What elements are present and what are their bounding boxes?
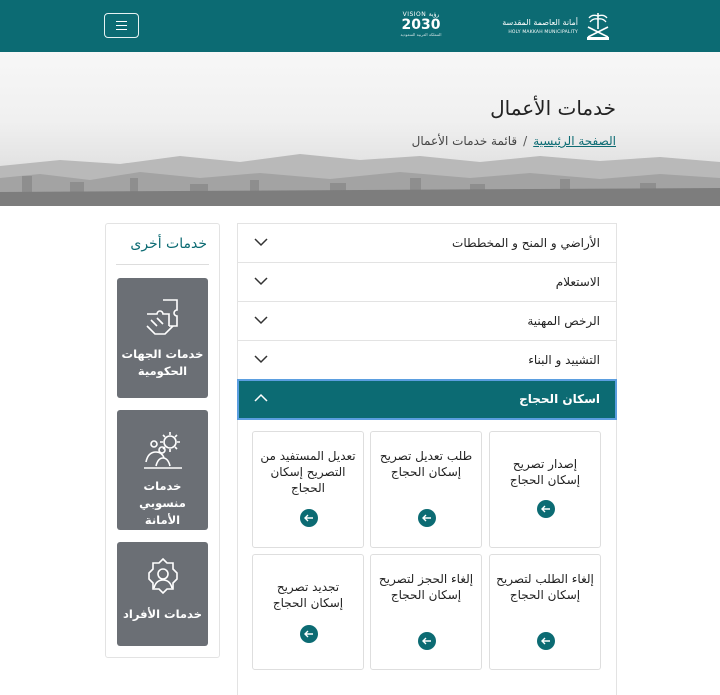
service-card-label: تجديد تصريح إسكان الحجاج: [272, 580, 344, 610]
page-hero-banner: [0, 52, 720, 206]
employee-gears-icon: [140, 428, 186, 472]
sidebar-item-label: خدمات الأفراد: [123, 607, 202, 621]
sidebar-item-label: خدمات الجهات الحكومية: [121, 347, 204, 378]
sidebar-item-government-services[interactable]: [117, 278, 208, 398]
breadcrumb-current: قائمة خدمات الأعمال: [411, 134, 518, 148]
accordion-section-construction[interactable]: [238, 341, 616, 380]
service-card-label: طلب تعديل تصريح إسكان الحجاج: [379, 449, 473, 479]
service-card-cancel-booking[interactable]: [370, 554, 482, 670]
breadcrumb-separator: /: [523, 134, 528, 148]
vision-2030-logo: [398, 11, 444, 43]
chevron-down-icon: [254, 354, 268, 364]
sidebar-title: خدمات أخرى: [130, 236, 207, 252]
service-card-label: إلغاء الطلب لتصريح إسكان الحجاج: [496, 572, 594, 602]
chevron-down-icon: [254, 237, 268, 247]
sidebar-divider: [116, 264, 209, 265]
top-navigation-bar: [0, 0, 720, 52]
arrow-left-icon[interactable]: [537, 500, 555, 518]
page-title: خدمات الأعمال: [490, 96, 616, 120]
service-card-label: إصدار تصريح إسكان الحجاج: [509, 457, 581, 487]
sidebar-item-employee-services[interactable]: [117, 410, 208, 530]
accordion-section-inquiry[interactable]: [238, 263, 616, 302]
logo-english-text: HOLY MAKKAH MUNICIPALITY: [508, 30, 578, 35]
accordion-section-label: الاستعلام: [555, 275, 600, 289]
arrow-left-icon[interactable]: [418, 509, 436, 527]
accordion-section-label: التشييد و البناء: [528, 353, 600, 367]
chevron-down-icon: [254, 315, 268, 325]
accordion-section-label: اسكان الحجاج: [519, 392, 600, 406]
service-card-label: إلغاء الحجز لتصريح إسكان الحجاج: [378, 572, 474, 602]
service-card-cancel-request[interactable]: [489, 554, 601, 670]
service-card-modify-beneficiary[interactable]: [252, 431, 364, 548]
service-card-label: تعديل المستفيد من التصريح إسكان الحجاج: [260, 449, 356, 495]
vision-year: 2030: [401, 17, 441, 33]
arrow-left-icon[interactable]: [418, 632, 436, 650]
hamburger-menu-icon: [116, 21, 127, 30]
accordion-section-professional-licenses[interactable]: [238, 302, 616, 341]
arrow-left-icon[interactable]: [300, 509, 318, 527]
palm-swords-emblem-icon: [584, 11, 612, 41]
services-accordion: [237, 223, 617, 695]
accordion-section-label: الأراضي و المنح و المخططات: [452, 236, 600, 250]
handshake-puzzle-icon: [141, 296, 185, 340]
arrow-left-icon[interactable]: [537, 632, 555, 650]
breadcrumb: [412, 134, 616, 148]
accordion-section-pilgrims-housing[interactable]: [238, 380, 616, 419]
accordion-section-label: الرخص المهنية: [527, 314, 600, 328]
vision-top-text: VISION رؤية: [402, 11, 440, 18]
breadcrumb-home-link[interactable]: الصفحة الرئيسية: [533, 134, 616, 148]
logo-arabic-text: أمانة العاصمة المقدسة: [502, 18, 578, 27]
chevron-up-icon: [254, 393, 268, 403]
service-card-modify-permit-request[interactable]: [370, 431, 482, 548]
vision-subtitle: المملكة العربية السعودية: [400, 32, 442, 37]
hamburger-menu-button[interactable]: [104, 13, 139, 38]
chevron-down-icon: [254, 276, 268, 286]
accordion-section-lands[interactable]: [238, 224, 616, 263]
sidebar-item-individual-services[interactable]: [117, 542, 208, 646]
arrow-left-icon[interactable]: [300, 625, 318, 643]
municipality-logo[interactable]: [500, 11, 612, 41]
other-services-sidebar: [105, 223, 220, 658]
person-gear-icon: [140, 556, 186, 602]
sidebar-item-label: خدمات منسوبي الأمانة: [139, 479, 186, 527]
service-card-renew-permit[interactable]: [252, 554, 364, 670]
service-card-issue-permit[interactable]: [489, 431, 601, 548]
